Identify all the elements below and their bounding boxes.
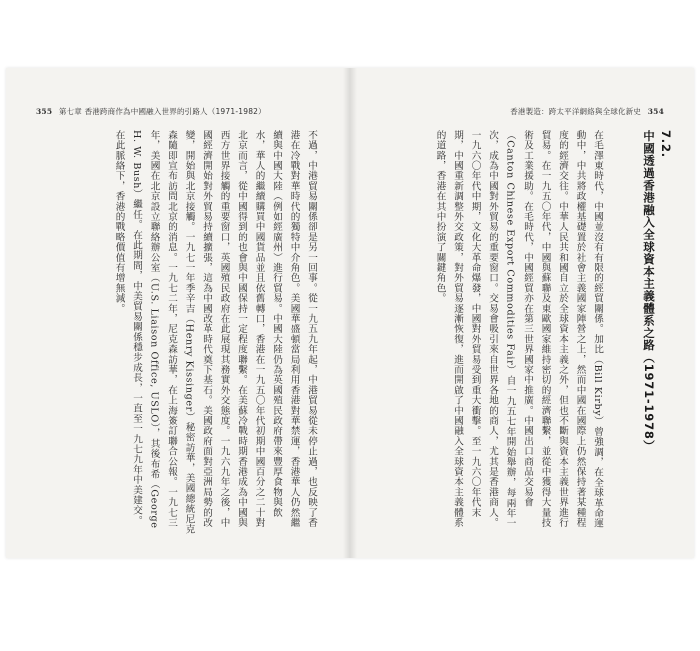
left-page [6, 68, 346, 558]
chapter-label: 第七章 [58, 107, 82, 116]
chapter-title: 香港跨商作為中國融入世界的引路人（1971-1982） [84, 107, 266, 116]
left-page-header [32, 106, 266, 117]
section-heading [622, 130, 674, 535]
left-page-body: 不過，中港貿易關係卻是另一回事。從一九五九年起，中港貿易從未停止過，也反映了香港在冷戰對華時代的獨特中介角色。美國華盛頓當局利用香港對華禁運，香港華人仍然繼續與中國大陸（例如經廣州）進行貿易。中國大陸仍為英國殖民政府帶來豐厚食物與飲水，華人的繼續購買中國貨品並且依舊轉口，香港在一九五〇年代初期中國百分之二十對北京而言，從中國得到的也會與中國保持一定程度聯繫。在美蘇冷戰時期香港成為中國與西方世界接觸的重要窗口，英國殖民政府在此展現其務實外交態度。一九六九年之後，中國經濟開始對外貿易持續擴張，這為中國改革時代奠下基石。美國政府面對亞洲局勢的改變，開始與北京接觸。一九七一年季辛吉（Henry Kissinger）秘密訪華，美國總統尼克森隨即宣布訪問北京的消息。一九七二年，尼克森訪華，在上海簽訂聯合公報。一九七三年，美國在北京設立聯絡辦公室（U.S. Liaison Office, USLO），其後布希（George H. W. Bush）繼任。在此期間，中美貿易關係穩步成長，一直至一九七九年中美建交。在此脈絡下，香港的戰略價值有增無減。 [113, 130, 317, 535]
section-title: 中國透過香港融入全球資本主義體系之路（1971-1978） [642, 130, 656, 452]
right-page-header [510, 106, 668, 117]
left-page-number: 355 [36, 107, 53, 116]
section-number: 7.2. [659, 130, 673, 158]
right-page-number: 354 [647, 107, 664, 116]
running-head: 香港製造：跨太平洋網絡與全球化新史 [510, 107, 642, 116]
right-page [354, 68, 694, 558]
right-page-body: 在毛澤東時代，中國並沒有有限的經貿關係。加比（Bill Kirby）曾強調，在全球革命運動中，中共將政權基礎置於社會主義國家陣營之上，然而中國在國際上仍然保持著某種程度的經濟交往。中華人民共和國自立於全球資本主義之外，但也不斷與資本主義世界進行貿易。在一九五〇年代，中國與蘇聯及東歐國家維持密切的經濟聯繫，並從中獲得大量技術及工業援助。在毛時代，中國經貿亦在第三世界國家中推廣。中國出口商品交易會（Canton Chinese Export Commodities Fair）自一九五七年開始舉辦，每兩年一次，成為中國對外貿易的重要窗口。交易會吸引來自世界各地的商人，尤其是香港商人。一九六〇年代中期，文化大革命爆發，中國對外貿易受到重大衝擊。至一九六〇年代末期，中國重新調整外交政策，對外貿易逐漸恢復，進而開啟了中國融入全球資本主義體系的道路，香港在其中扮演了關鍵角色。 [434, 130, 603, 529]
